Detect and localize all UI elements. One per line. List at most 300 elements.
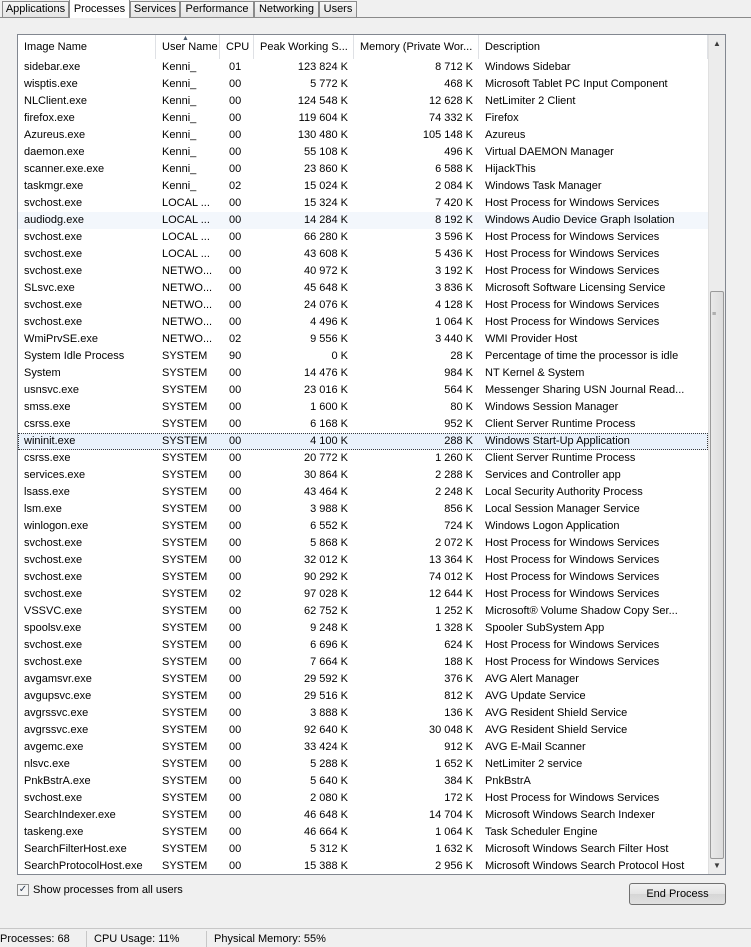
description-cell: Local Session Manager Service (485, 503, 640, 515)
description-cell: Windows Start-Up Application (485, 435, 630, 447)
memory-cell: 496 K (444, 146, 473, 158)
peak-working-set-cell: 6 696 K (310, 639, 348, 651)
process-row[interactable] (18, 399, 708, 416)
description-cell: Microsoft Windows Search Indexer (485, 809, 655, 821)
cpu-cell: 00 (229, 792, 242, 804)
memory-cell: 468 K (444, 78, 473, 90)
description-cell: Host Process for Windows Services (485, 571, 660, 583)
description-cell: NetLimiter 2 service (485, 758, 583, 770)
peak-working-set-cell: 9 248 K (310, 622, 348, 634)
description-cell: Host Process for Windows Services (485, 656, 660, 668)
process-row[interactable] (18, 552, 708, 569)
process-row[interactable] (18, 467, 708, 484)
process-row[interactable] (18, 348, 708, 365)
peak-working-set-cell: 90 292 K (303, 571, 348, 583)
process-row[interactable] (18, 756, 708, 773)
process-row[interactable] (18, 484, 708, 501)
peak-working-set-cell: 7 664 K (310, 656, 348, 668)
process-row[interactable] (18, 161, 708, 178)
user-name-cell: SYSTEM (162, 622, 208, 634)
memory-cell: 8 192 K (435, 214, 473, 226)
process-row[interactable] (18, 229, 708, 246)
image-name-cell: WmiPrvSE.exe (24, 333, 98, 345)
memory-cell: 74 012 K (428, 571, 473, 583)
column-header-image-name[interactable]: Image Name (18, 35, 156, 59)
memory-cell: 912 K (444, 741, 473, 753)
user-name-cell: SYSTEM (162, 809, 208, 821)
user-name-cell: SYSTEM (162, 452, 208, 464)
status-divider (206, 931, 207, 947)
process-row[interactable] (18, 263, 708, 280)
cpu-cell: 00 (229, 843, 242, 855)
description-cell: Host Process for Windows Services (485, 299, 660, 311)
description-cell: Host Process for Windows Services (485, 265, 660, 277)
memory-cell: 3 440 K (435, 333, 473, 345)
cpu-cell: 01 (229, 61, 242, 73)
cpu-cell: 00 (229, 248, 242, 260)
process-row[interactable] (18, 501, 708, 518)
cpu-cell: 00 (229, 486, 242, 498)
status-bar (0, 928, 751, 947)
memory-cell: 188 K (444, 656, 473, 668)
vertical-scrollbar[interactable] (708, 35, 725, 874)
cpu-cell: 00 (229, 367, 242, 379)
peak-working-set-cell: 43 464 K (303, 486, 348, 498)
image-name-cell: svchost.exe (24, 571, 83, 583)
user-name-cell: SYSTEM (162, 350, 208, 362)
process-row[interactable] (18, 365, 708, 382)
peak-working-set-cell: 1 600 K (310, 401, 348, 413)
description-cell: Azureus (485, 129, 526, 141)
process-row[interactable] (18, 212, 708, 229)
process-row[interactable] (18, 246, 708, 263)
memory-cell: 136 K (444, 707, 473, 719)
image-name-cell: SearchFilterHost.exe (24, 843, 127, 855)
image-name-cell: svchost.exe (24, 265, 83, 277)
cpu-cell: 00 (229, 673, 242, 685)
description-cell: WMI Provider Host (485, 333, 578, 345)
cpu-cell: 00 (229, 95, 242, 107)
cpu-cell: 00 (229, 860, 242, 872)
process-row[interactable] (18, 603, 708, 620)
process-row[interactable] (18, 297, 708, 314)
user-name-cell: SYSTEM (162, 418, 208, 430)
image-name-cell: svchost.exe (24, 656, 83, 668)
peak-working-set-cell: 4 496 K (310, 316, 348, 328)
process-row[interactable] (18, 841, 708, 858)
description-cell: AVG Resident Shield Service (485, 707, 628, 719)
process-row[interactable] (18, 705, 708, 722)
scroll-down-icon[interactable]: ▼ (713, 861, 721, 870)
image-name-cell: svchost.exe (24, 316, 83, 328)
scroll-up-icon[interactable]: ▲ (713, 39, 721, 48)
process-row[interactable] (18, 671, 708, 688)
process-row[interactable] (18, 586, 708, 603)
description-cell: Host Process for Windows Services (485, 792, 660, 804)
process-row[interactable] (18, 450, 708, 467)
description-cell: Virtual DAEMON Manager (485, 146, 614, 158)
cpu-cell: 00 (229, 299, 242, 311)
image-name-cell: System Idle Process (24, 350, 125, 362)
image-name-cell: avgrssvc.exe (24, 724, 89, 736)
user-name-cell: Kenni_ (162, 129, 197, 141)
process-row[interactable] (18, 637, 708, 654)
memory-cell: 2 248 K (435, 486, 473, 498)
user-name-cell: LOCAL ... (162, 197, 210, 209)
peak-working-set-cell: 15 388 K (303, 860, 348, 872)
cpu-cell: 00 (229, 316, 242, 328)
description-cell: Local Security Authority Process (485, 486, 643, 498)
tab-networking[interactable]: Networking (254, 1, 319, 17)
memory-cell: 1 652 K (435, 758, 473, 770)
peak-working-set-cell: 5 640 K (310, 775, 348, 787)
tab-processes[interactable]: Processes (69, 0, 130, 18)
image-name-cell: svchost.exe (24, 231, 83, 243)
process-row[interactable] (18, 688, 708, 705)
image-name-cell: avgemc.exe (24, 741, 84, 753)
user-name-cell: Kenni_ (162, 146, 197, 158)
description-cell: Windows Task Manager (485, 180, 602, 192)
image-name-cell: SearchIndexer.exe (24, 809, 116, 821)
user-name-cell: SYSTEM (162, 639, 208, 651)
column-header-row (18, 35, 708, 59)
memory-cell: 1 252 K (435, 605, 473, 617)
memory-cell: 1 328 K (435, 622, 473, 634)
process-list[interactable] (17, 34, 726, 875)
peak-working-set-cell: 97 028 K (303, 588, 348, 600)
cpu-cell: 00 (229, 146, 242, 158)
cpu-cell: 00 (229, 384, 242, 396)
user-name-cell: SYSTEM (162, 469, 208, 481)
description-cell: Client Server Runtime Process (485, 418, 636, 430)
image-name-cell: csrss.exe (24, 418, 71, 430)
process-row[interactable] (18, 807, 708, 824)
peak-working-set-cell: 15 024 K (303, 180, 348, 192)
cpu-cell: 00 (229, 775, 242, 787)
description-cell: AVG Alert Manager (485, 673, 579, 685)
peak-working-set-cell: 29 592 K (303, 673, 348, 685)
process-row[interactable] (18, 331, 708, 348)
memory-cell: 12 628 K (428, 95, 473, 107)
cpu-cell: 00 (229, 163, 242, 175)
image-name-cell: smss.exe (24, 401, 71, 413)
user-name-cell: Kenni_ (162, 78, 197, 90)
process-row[interactable] (18, 739, 708, 756)
user-name-cell: SYSTEM (162, 860, 208, 872)
memory-cell: 2 084 K (435, 180, 473, 192)
user-name-cell: Kenni_ (162, 180, 197, 192)
description-cell: Windows Sidebar (485, 61, 571, 73)
cpu-cell: 00 (229, 554, 242, 566)
cpu-cell: 90 (229, 350, 242, 362)
process-row[interactable] (18, 620, 708, 637)
process-row[interactable] (18, 195, 708, 212)
cpu-cell: 00 (229, 282, 242, 294)
process-row[interactable] (18, 59, 708, 76)
cpu-cell: 00 (229, 690, 242, 702)
peak-working-set-cell: 0 K (331, 350, 348, 362)
user-name-cell: LOCAL ... (162, 231, 210, 243)
image-name-cell: SearchProtocolHost.exe (24, 860, 143, 872)
user-name-cell: SYSTEM (162, 656, 208, 668)
memory-cell: 952 K (444, 418, 473, 430)
user-name-cell: SYSTEM (162, 520, 208, 532)
peak-working-set-cell: 40 972 K (303, 265, 348, 277)
sort-ascending-icon: ▲ (182, 35, 189, 42)
cpu-cell: 00 (229, 758, 242, 770)
description-cell: Host Process for Windows Services (485, 588, 660, 600)
memory-cell: 2 288 K (435, 469, 473, 481)
image-name-cell: lsm.exe (24, 503, 62, 515)
cpu-cell: 00 (229, 639, 242, 651)
user-name-cell: Kenni_ (162, 112, 197, 124)
user-name-cell: LOCAL ... (162, 214, 210, 226)
image-name-cell: scanner.exe.exe (24, 163, 105, 175)
column-header-cpu[interactable]: CPU (220, 35, 254, 59)
description-cell: Messenger Sharing USN Journal Read... (485, 384, 685, 396)
peak-working-set-cell: 5 772 K (310, 78, 348, 90)
peak-working-set-cell: 24 076 K (303, 299, 348, 311)
user-name-cell: Kenni_ (162, 163, 197, 175)
image-name-cell: wininit.exe (24, 435, 76, 447)
end-process-button[interactable]: End Process (629, 883, 726, 905)
peak-working-set-cell: 123 824 K (297, 61, 348, 73)
process-rows (18, 59, 708, 875)
peak-working-set-cell: 3 988 K (310, 503, 348, 515)
cpu-cell: 00 (229, 741, 242, 753)
image-name-cell: usnsvc.exe (24, 384, 80, 396)
peak-working-set-cell: 33 424 K (303, 741, 348, 753)
cpu-cell: 00 (229, 452, 242, 464)
memory-cell: 812 K (444, 690, 473, 702)
memory-cell: 30 048 K (428, 724, 473, 736)
user-name-cell: SYSTEM (162, 741, 208, 753)
image-name-cell: services.exe (24, 469, 86, 481)
peak-working-set-cell: 92 640 K (303, 724, 348, 736)
memory-cell: 1 260 K (435, 452, 473, 464)
memory-cell: 624 K (444, 639, 473, 651)
memory-cell: 1 632 K (435, 843, 473, 855)
peak-working-set-cell: 5 868 K (310, 537, 348, 549)
user-name-cell: SYSTEM (162, 775, 208, 787)
process-row[interactable] (18, 518, 708, 535)
memory-cell: 4 128 K (435, 299, 473, 311)
memory-cell: 8 712 K (435, 61, 473, 73)
user-name-cell: SYSTEM (162, 367, 208, 379)
tab-services[interactable]: Services (130, 1, 180, 17)
description-cell: Percentage of time the processor is idle (485, 350, 679, 362)
image-name-cell: svchost.exe (24, 299, 83, 311)
process-row[interactable] (18, 722, 708, 739)
user-name-cell: SYSTEM (162, 554, 208, 566)
memory-cell: 7 420 K (435, 197, 473, 209)
memory-cell: 28 K (450, 350, 473, 362)
memory-cell: 1 064 K (435, 826, 473, 838)
memory-cell: 14 704 K (428, 809, 473, 821)
cpu-cell: 00 (229, 231, 242, 243)
tab-performance[interactable]: Performance (180, 1, 254, 17)
image-name-cell: avgrssvc.exe (24, 707, 89, 719)
description-cell: NetLimiter 2 Client (485, 95, 576, 107)
process-row[interactable] (18, 127, 708, 144)
show-all-processes-label: Show processes from all users (33, 884, 183, 896)
peak-working-set-cell: 55 108 K (303, 146, 348, 158)
process-row[interactable] (18, 178, 708, 195)
process-row[interactable] (18, 93, 708, 110)
status-physical-memory: Physical Memory: 55% (214, 933, 326, 945)
process-row[interactable] (18, 824, 708, 841)
description-cell: Services and Controller app (485, 469, 621, 481)
cpu-cell: 00 (229, 809, 242, 821)
image-name-cell: svchost.exe (24, 554, 83, 566)
peak-working-set-cell: 30 864 K (303, 469, 348, 481)
memory-cell: 3 192 K (435, 265, 473, 277)
user-name-cell: SYSTEM (162, 384, 208, 396)
description-cell: AVG Update Service (485, 690, 586, 702)
process-row[interactable] (18, 382, 708, 399)
process-row[interactable] (18, 433, 708, 450)
memory-cell: 105 148 K (422, 129, 473, 141)
peak-working-set-cell: 15 324 K (303, 197, 348, 209)
description-cell: Microsoft® Volume Shadow Copy Ser... (485, 605, 678, 617)
description-cell: AVG E-Mail Scanner (485, 741, 586, 753)
memory-cell: 172 K (444, 792, 473, 804)
user-name-cell: LOCAL ... (162, 248, 210, 260)
description-cell: Host Process for Windows Services (485, 197, 660, 209)
cpu-cell: 00 (229, 78, 242, 90)
show-all-processes-checkbox[interactable] (17, 884, 29, 896)
process-row[interactable] (18, 654, 708, 671)
cpu-cell: 00 (229, 537, 242, 549)
image-name-cell: svchost.exe (24, 197, 83, 209)
user-name-cell: SYSTEM (162, 792, 208, 804)
process-row[interactable] (18, 416, 708, 433)
peak-working-set-cell: 5 288 K (310, 758, 348, 770)
cpu-cell: 02 (229, 333, 242, 345)
cpu-cell: 02 (229, 180, 242, 192)
peak-working-set-cell: 2 080 K (310, 792, 348, 804)
peak-working-set-cell: 66 280 K (303, 231, 348, 243)
image-name-cell: taskeng.exe (24, 826, 84, 838)
image-name-cell: SLsvc.exe (24, 282, 75, 294)
peak-working-set-cell: 23 860 K (303, 163, 348, 175)
description-cell: Firefox (485, 112, 519, 124)
tab-applications[interactable]: Applications (2, 1, 69, 17)
user-name-cell: SYSTEM (162, 435, 208, 447)
process-row[interactable] (18, 569, 708, 586)
image-name-cell: svchost.exe (24, 588, 83, 600)
description-cell: Windows Logon Application (485, 520, 620, 532)
image-name-cell: Azureus.exe (24, 129, 86, 141)
description-cell: PnkBstrA (485, 775, 531, 787)
process-row[interactable] (18, 110, 708, 127)
description-cell: Host Process for Windows Services (485, 639, 660, 651)
memory-cell: 1 064 K (435, 316, 473, 328)
image-name-cell: System (24, 367, 61, 379)
cpu-cell: 00 (229, 197, 242, 209)
description-cell: Client Server Runtime Process (485, 452, 636, 464)
column-header-user-name[interactable] (156, 35, 220, 59)
image-name-cell: svchost.exe (24, 248, 83, 260)
process-row[interactable] (18, 144, 708, 161)
peak-working-set-cell: 46 664 K (303, 826, 348, 838)
process-row[interactable] (18, 858, 708, 875)
column-header-peak-working-set[interactable]: Peak Working S... (254, 35, 354, 59)
memory-cell: 6 588 K (435, 163, 473, 175)
process-row[interactable] (18, 314, 708, 331)
cpu-cell: 00 (229, 401, 242, 413)
image-name-cell: svchost.exe (24, 792, 83, 804)
image-name-cell: nlsvc.exe (24, 758, 70, 770)
image-name-cell: csrss.exe (24, 452, 71, 464)
description-cell: Microsoft Tablet PC Input Component (485, 78, 668, 90)
user-name-cell: Kenni_ (162, 95, 197, 107)
user-name-cell: SYSTEM (162, 724, 208, 736)
description-cell: NT Kernel & System (485, 367, 585, 379)
memory-cell: 288 K (444, 435, 473, 447)
user-name-cell: SYSTEM (162, 588, 208, 600)
image-name-cell: NLClient.exe (24, 95, 87, 107)
column-header-memory[interactable]: Memory (Private Wor... (354, 35, 479, 59)
peak-working-set-cell: 6 552 K (310, 520, 348, 532)
memory-cell: 3 596 K (435, 231, 473, 243)
image-name-cell: avgupsvc.exe (24, 690, 92, 702)
cpu-cell: 00 (229, 265, 242, 277)
user-name-cell: SYSTEM (162, 707, 208, 719)
memory-cell: 856 K (444, 503, 473, 515)
cpu-cell: 00 (229, 418, 242, 430)
cpu-cell: 00 (229, 724, 242, 736)
process-row[interactable] (18, 773, 708, 790)
process-row[interactable] (18, 280, 708, 297)
image-name-cell: VSSVC.exe (24, 605, 83, 617)
description-cell: Task Scheduler Engine (485, 826, 598, 838)
peak-working-set-cell: 5 312 K (310, 843, 348, 855)
user-name-cell: SYSTEM (162, 673, 208, 685)
peak-working-set-cell: 6 168 K (310, 418, 348, 430)
peak-working-set-cell: 9 556 K (310, 333, 348, 345)
peak-working-set-cell: 43 608 K (303, 248, 348, 260)
description-cell: Microsoft Windows Search Filter Host (485, 843, 669, 855)
user-name-cell: NETWO... (162, 333, 213, 345)
peak-working-set-cell: 119 604 K (298, 112, 348, 124)
process-row[interactable] (18, 790, 708, 807)
cpu-cell: 00 (229, 656, 242, 668)
scrollbar-thumb[interactable] (710, 291, 724, 859)
description-cell: Host Process for Windows Services (485, 554, 660, 566)
description-cell: AVG Resident Shield Service (485, 724, 628, 736)
description-cell: Host Process for Windows Services (485, 537, 660, 549)
process-row[interactable] (18, 76, 708, 93)
image-name-cell: audiodg.exe (24, 214, 84, 226)
user-name-cell: SYSTEM (162, 486, 208, 498)
peak-working-set-cell: 32 012 K (303, 554, 348, 566)
memory-cell: 376 K (444, 673, 473, 685)
cpu-cell: 02 (229, 588, 242, 600)
column-header-description[interactable]: Description (479, 35, 708, 59)
description-cell: HijackThis (485, 163, 536, 175)
peak-working-set-cell: 20 772 K (303, 452, 348, 464)
scrollbar-grip-icon: ≡ (712, 311, 717, 318)
image-name-cell: winlogon.exe (24, 520, 89, 532)
tab-users[interactable]: Users (319, 1, 357, 17)
cpu-cell: 00 (229, 503, 242, 515)
memory-cell: 984 K (444, 367, 473, 379)
description-cell: Windows Audio Device Graph Isolation (485, 214, 675, 226)
process-row[interactable] (18, 535, 708, 552)
memory-cell: 724 K (444, 520, 473, 532)
image-name-cell: avgamsvr.exe (24, 673, 92, 685)
